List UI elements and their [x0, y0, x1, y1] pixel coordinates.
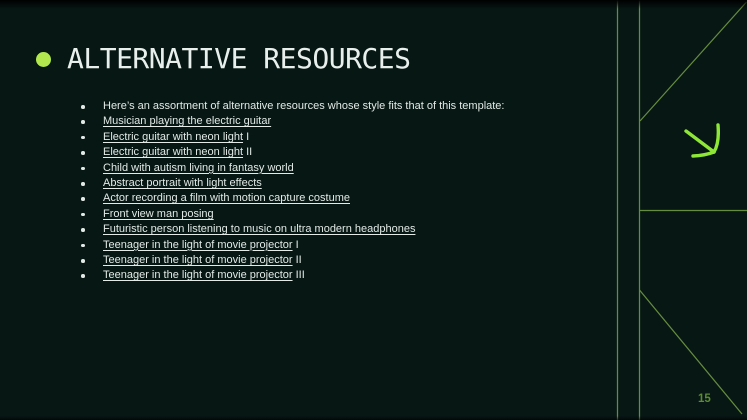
resource-link[interactable]: Electric guitar with neon light [103, 130, 244, 143]
resource-link[interactable]: Abstract portrait with light effects [103, 177, 262, 190]
list-item [80, 114, 640, 129]
resource-link[interactable]: Musician playing the electric guitar [103, 115, 272, 128]
arrow-down-right-icon [678, 119, 720, 161]
diagonal-line-bottom [640, 290, 743, 414]
resource-link[interactable]: Futuristic person listening to music on ultra modern headphones [103, 223, 416, 236]
list-item [80, 253, 640, 268]
resource-link[interactable]: Electric guitar with neon light [103, 146, 244, 159]
list-item [80, 238, 640, 253]
list-item [80, 161, 640, 176]
resource-link[interactable]: Teenager in the light of movie projector [103, 238, 293, 251]
resource-link[interactable]: Front view man posing [103, 207, 214, 220]
resource-link[interactable]: Child with autism living in fantasy world [103, 161, 294, 174]
resource-suffix: II [243, 146, 253, 159]
title-bullet-dot-icon [36, 52, 51, 67]
list-item [80, 176, 640, 191]
intro-text: Here’s an assortment of alternative resources whose style fits that of this template: [103, 100, 505, 112]
list-item [80, 207, 640, 222]
page-number: 15 [698, 393, 711, 405]
resource-link[interactable]: Actor recording a film with motion capture costume [103, 192, 350, 205]
list-item [80, 268, 640, 283]
page-title: ALTERNATIVE RESOURCES [67, 42, 411, 75]
resource-list [80, 99, 640, 284]
resource-suffix: I [292, 238, 299, 251]
list-item [80, 130, 640, 145]
resource-suffix: II [292, 254, 302, 267]
list-item [80, 145, 640, 160]
resource-link[interactable]: Teenager in the light of movie projector [103, 254, 293, 267]
resource-link[interactable]: Teenager in the light of movie projector [103, 269, 293, 282]
diagonal-line-top [640, 2, 747, 121]
resource-suffix: I [243, 130, 250, 143]
list-item-intro [80, 99, 640, 114]
resource-suffix: III [292, 269, 305, 282]
list-item [80, 191, 640, 206]
list-item [80, 222, 640, 237]
